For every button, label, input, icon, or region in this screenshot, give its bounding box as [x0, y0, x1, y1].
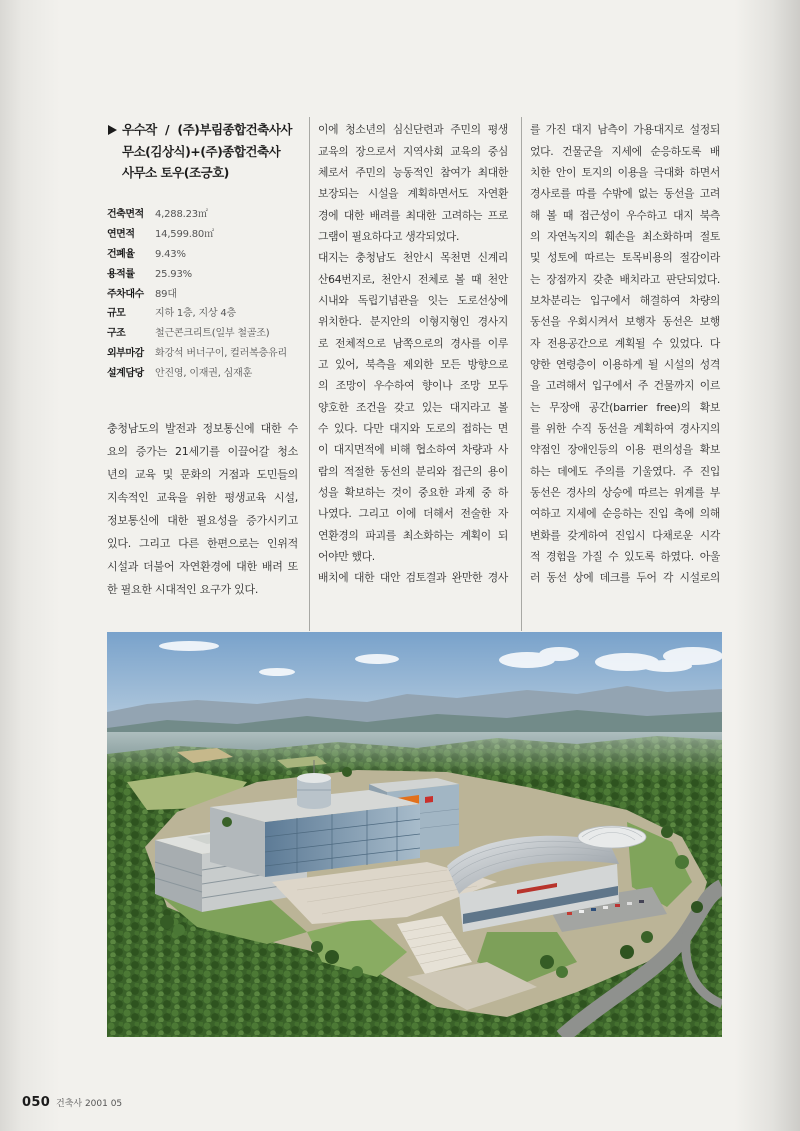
column-3-line: 변화를 갖게하여 진입시 다채로운 시각: [530, 528, 720, 542]
column-3-line: 치한 안이 토지의 이용을 극대화 하면서: [530, 165, 720, 179]
spec-row: [107, 304, 302, 324]
heading-line: 무소(김상식)+(주)종합건축사: [122, 143, 281, 159]
column-3-line: 경사로를 따를 수밖에 없는 동선을 고려: [530, 187, 720, 201]
column-divider: [309, 117, 310, 631]
spec-value: 지하 1층, 지상 4층: [155, 308, 236, 320]
column-1-line: 년의 교육 및 문화의 거점과 도민들의: [107, 467, 298, 481]
column-3-line: 자 전용공간으로 계획될 수 있었다. 다: [530, 336, 720, 350]
column-2-line: 체로서 주민의 능동적인 참여가 최대한: [318, 165, 508, 179]
page-number: 050: [22, 1095, 51, 1110]
column-2-line: 어야만 했다.: [318, 549, 375, 563]
spec-value: 89대: [155, 288, 177, 300]
heading-line: 우수작 / (주)부림종합건축사사: [122, 122, 292, 137]
column-1-line: 있다. 그리고 다른 한편으로는 인위적: [107, 536, 298, 550]
column-1-line: 한 필요한 시대적인 요구가 있다.: [107, 583, 259, 597]
column-2-line: 이 대지면적에 비해 협소하여 차량과 사: [318, 443, 508, 457]
spec-row: [107, 225, 302, 245]
column-divider: [521, 117, 522, 631]
spec-value: 4,288.23㎡: [155, 209, 208, 220]
triangle-bullet-icon: [108, 125, 117, 135]
column-2-line: 로 전체적으로 남쪽으로의 경사를 이루: [318, 336, 508, 350]
column-2-line: 경에 대한 배려를 최대한 고려하는 프로: [318, 208, 508, 222]
column-3-line: 동선은 경사의 상승에 따르는 위계를 부: [530, 485, 720, 499]
spec-label: 용적률: [107, 268, 135, 280]
spec-row: [107, 265, 302, 285]
spec-label: 구조: [107, 328, 126, 340]
column-2-line: 수 있다. 다만 대지와 도로의 접하는 면: [318, 421, 508, 435]
column-2-line: 위치한다. 분지안의 이형지형인 경사지: [318, 315, 508, 329]
column-2-body: [318, 119, 508, 588]
column-3-line: 를 가진 대지 남측이 가용대지로 설정되: [530, 123, 720, 137]
spec-label: 주차대수: [107, 288, 144, 300]
column-1-line: 지속적인 교육을 위한 평생교육 시설,: [107, 490, 298, 504]
column-1-line: 충청남도의 발전과 정보통신에 대한 수: [107, 421, 298, 435]
entry-heading: [122, 119, 292, 184]
spec-label: 건축면적: [107, 209, 144, 220]
column-3-line: 적 경험을 가질 수 있도록 하였다. 아울: [530, 549, 720, 563]
column-3-line: 는 장점까지 갖춘 배치라고 판단되었다.: [530, 272, 720, 286]
column-2-line: 산64번지로, 천안시 전체로 볼 때 천안: [318, 272, 508, 286]
aerial-rendering-image: [107, 632, 722, 1037]
column-2-line: 시내와 독립기념관을 잇는 도로선상에: [318, 293, 508, 307]
spec-label: 연면적: [107, 228, 135, 240]
column-3-line: 및 성토에 따르는 토목비용의 절감이라: [530, 251, 720, 265]
column-2-line: 대지는 충청남도 천안시 목천면 신계리: [318, 251, 508, 265]
column-3-line: 양한 연령층이 이용하게 될 시설의 성격: [530, 357, 720, 371]
column-3-line: 의 자연녹지의 훼손을 최소화하며 절토: [530, 229, 720, 243]
spec-row: [107, 245, 302, 265]
column-2-line: 교육의 장으로서 지역사회 교육의 중심: [318, 144, 508, 158]
column-3-line: 해 볼 때 접근성이 우수하고 대지 북측: [530, 208, 720, 222]
column-3-line: 을 고려해서 입구에서 주 건물까지 이르: [530, 379, 720, 393]
column-3-line: 러 동선 상에 데크를 두어 각 시설로의: [530, 571, 720, 585]
spec-row: [107, 285, 302, 305]
spec-row: [107, 324, 302, 344]
column-1-body: [107, 417, 298, 602]
column-3-body: [530, 119, 720, 588]
column-2-line: 나였다. 그리고 이에 더해서 전술한 자: [318, 507, 508, 521]
column-2-line: 그램이 필요하다고 생각되었다.: [318, 229, 460, 243]
column-2-line: 양호한 조건을 갖고 있는 대지라고 볼: [318, 400, 508, 414]
spec-label: 건폐율: [107, 248, 135, 260]
column-2-line: 의 조망이 우수하여 향이나 조망 모두: [318, 379, 508, 393]
heading-line: 사무소 토우(조긍호): [122, 165, 229, 180]
spec-row: [107, 205, 302, 225]
spec-value: 9.43%: [155, 248, 186, 260]
column-2-line: 이에 청소년의 심신단련과 주민의 평생: [318, 123, 508, 137]
column-2-line: 보장되는 시설을 계획하면서도 자연환: [318, 187, 508, 201]
column-3-line: 여하고 지세에 순응하는 진입 축에 의해: [530, 507, 720, 521]
spec-value: 안진영, 이재권, 심재훈: [155, 368, 253, 380]
column-1-line: 요의 증가는 21세기를 이끌어갈 청소: [107, 444, 298, 458]
column-2-line: 배치에 대한 대안 검토결과 완만한 경사: [318, 571, 508, 585]
column-2-line: 고 있어, 북측을 제외한 모든 방향으로: [318, 357, 508, 371]
spec-value: 철근콘크리트(일부 철골조): [155, 328, 270, 340]
publication-info: 건축사 2001 05: [56, 1098, 123, 1109]
project-spec-table: [107, 205, 302, 384]
column-1-line: 정보통신에 대한 필요성을 증가시키고: [107, 513, 298, 527]
spec-value: 14,599.80㎡: [155, 228, 214, 240]
spec-value: 25.93%: [155, 268, 192, 280]
column-3-line: 는 무장애 공간(barrier free)의 확보: [530, 400, 720, 414]
column-3-line: 동선을 우회시켜서 보행자 동선은 보행: [530, 315, 720, 329]
spec-value: 화강석 버너구이, 컬러복층유리: [155, 348, 287, 360]
column-2-line: 람의 적절한 동선의 분리와 접근의 용이: [318, 464, 508, 478]
column-3-line: 약점인 장애인등의 이용 편의성을 확보: [530, 443, 720, 457]
column-2-line: 성을 확보하는 것이 중요한 과제 중 하: [318, 485, 508, 499]
spec-label: 규모: [107, 308, 126, 320]
dome-structure: [578, 826, 646, 848]
column-1-line: 시설과 더불어 자연환경에 대한 배려 또: [107, 560, 298, 574]
spec-label: 외부마감: [107, 348, 144, 360]
column-3-line: 를 위한 수직 동선을 계획하여 경사지의: [530, 421, 720, 435]
column-3-line: 었다. 건물군을 지세에 순응하도록 배: [530, 144, 720, 158]
column-3-line: 보차분리는 입구에서 해결하여 차량의: [530, 293, 720, 307]
spec-row: [107, 344, 302, 364]
column-3-line: 하는 데에도 주의를 기울였다. 주 진입: [530, 464, 720, 478]
spec-label: 설계담당: [107, 368, 144, 380]
column-2-line: 연환경의 파괴를 최소화하는 계획이 되: [318, 528, 508, 542]
spec-row: [107, 364, 302, 384]
